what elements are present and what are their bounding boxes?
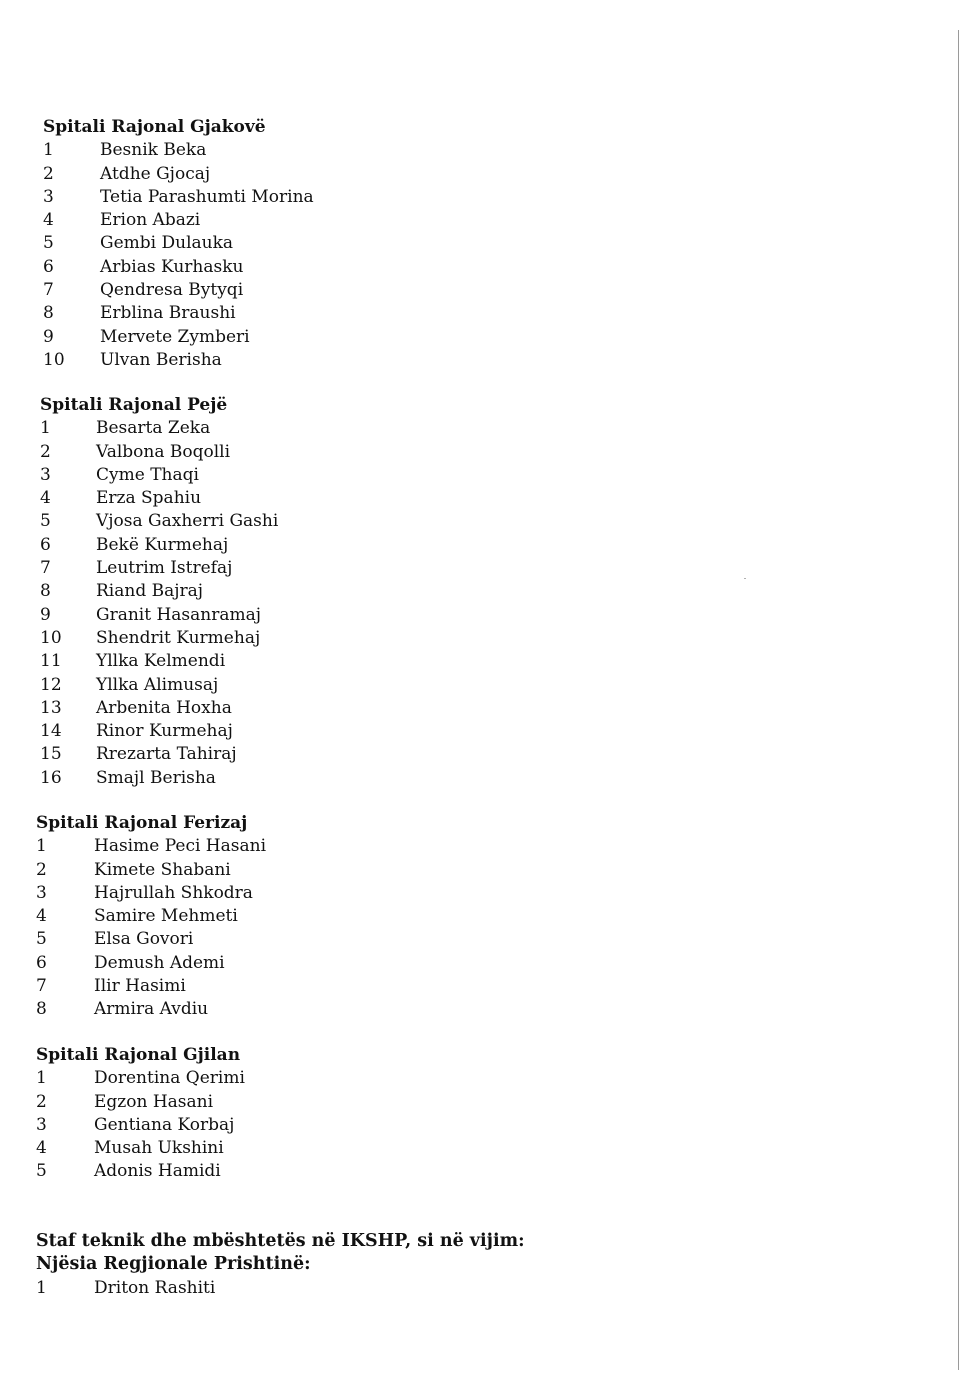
list-item	[43, 279, 266, 302]
item-name: Granit Hasanramaj	[96, 604, 262, 625]
section-title: Spitali Rajonal Gjakovë	[43, 117, 266, 137]
item-number: 4	[43, 210, 54, 231]
item-name: Driton Rashiti	[94, 1277, 216, 1298]
section-title: Spitali Rajonal Gjilan	[36, 1045, 241, 1065]
item-number: 1	[36, 1068, 47, 1089]
list-item	[36, 1137, 240, 1160]
item-number: 6	[40, 534, 51, 555]
item-name: Tetia Parashumti Morina	[100, 186, 314, 207]
list-item	[40, 650, 227, 673]
item-name: Musah Ukshini	[94, 1138, 224, 1159]
section-title: Spitali Rajonal Ferizaj	[36, 813, 248, 833]
list-item	[40, 767, 227, 790]
item-name: Riand Bajraj	[96, 581, 204, 602]
item-name: Elsa Govori	[94, 929, 194, 950]
item-number: 13	[40, 697, 62, 718]
list-item	[36, 975, 247, 998]
item-number: 14	[40, 721, 62, 742]
staff-list	[36, 1067, 245, 1183]
staff-list	[36, 1277, 525, 1300]
item-name: Qendresa Bytyqi	[100, 280, 244, 301]
item-name: Erza Spahiu	[96, 488, 202, 509]
item-number: 9	[43, 326, 54, 347]
list-item	[43, 186, 314, 209]
item-name: Ilir Hasimi	[94, 976, 186, 997]
list-item	[43, 326, 266, 349]
item-number: 1	[43, 140, 54, 161]
list-item	[40, 604, 262, 627]
item-number: 2	[40, 441, 51, 462]
item-number: 8	[43, 303, 54, 324]
section-staf-teknik	[36, 1230, 525, 1300]
item-name: Arbenita Hoxha	[96, 697, 232, 718]
section-ferizaj	[36, 812, 267, 1022]
list-item	[40, 510, 279, 533]
section-gjilan	[36, 1044, 245, 1184]
item-name: Atdhe Gjocaj	[100, 163, 211, 184]
item-number: 1	[40, 418, 51, 439]
item-name: Erblina Braushi	[100, 303, 236, 324]
item-number: 10	[40, 627, 62, 648]
list-item	[40, 417, 227, 440]
item-number: 5	[40, 511, 51, 532]
list-item	[43, 349, 266, 372]
list-item	[36, 928, 247, 951]
list-item	[40, 441, 231, 464]
item-name: Yllka Alimusaj	[96, 674, 219, 695]
staff-list	[36, 835, 267, 1021]
list-item	[40, 464, 227, 487]
item-number: 7	[36, 976, 47, 997]
staff-list	[40, 417, 279, 790]
item-name: Gembi Dulauka	[100, 233, 234, 254]
staff-list	[43, 139, 314, 372]
item-number: 10	[43, 349, 65, 370]
staf-heading: Staf teknik dhe mbështetës në IKSHP, si në vijim:	[36, 1231, 525, 1251]
scan-speck	[744, 578, 746, 579]
item-name: Cyme Thaqi	[96, 464, 199, 485]
page-edge-line	[958, 30, 959, 1370]
item-name: Demush Ademi	[94, 952, 225, 973]
item-number: 9	[40, 604, 51, 625]
list-item	[40, 557, 233, 580]
item-number: 1	[36, 836, 47, 857]
item-name: Valbona Boqolli	[96, 441, 231, 462]
item-name: Rinor Kurmehaj	[96, 721, 233, 742]
item-number: 3	[36, 1114, 47, 1135]
item-name: Besarta Zeka	[96, 418, 211, 439]
item-name: Mervete Zymberi	[100, 326, 250, 347]
list-item	[43, 302, 266, 325]
list-item	[40, 534, 227, 557]
list-item	[36, 882, 253, 905]
list-item	[36, 835, 267, 858]
item-number: 3	[43, 186, 54, 207]
list-item	[40, 674, 227, 697]
list-item	[40, 580, 227, 603]
item-name: Adonis Hamidi	[94, 1161, 221, 1182]
item-name: Hasime Peci Hasani	[94, 836, 267, 857]
item-name: Shendrit Kurmehaj	[96, 627, 261, 648]
list-item	[36, 1091, 240, 1114]
list-item	[43, 139, 266, 162]
list-item	[40, 697, 232, 720]
item-number: 4	[40, 488, 51, 509]
section-gjakove	[43, 116, 314, 372]
section-title: Spitali Rajonal Pejë	[40, 395, 228, 415]
list-item	[40, 743, 237, 766]
item-name: Dorentina Qerimi	[94, 1068, 245, 1089]
item-number: 12	[40, 674, 62, 695]
item-number: 8	[36, 999, 47, 1020]
list-item	[40, 720, 233, 743]
list-item	[36, 1114, 240, 1137]
item-number: 4	[36, 906, 47, 927]
item-number: 4	[36, 1138, 47, 1159]
item-name: Leutrim Istrefaj	[96, 558, 233, 579]
list-item	[36, 1160, 240, 1183]
list-item	[36, 952, 247, 975]
item-name: Gentiana Korbaj	[94, 1114, 235, 1135]
list-item	[36, 859, 247, 882]
item-name: Erion Abazi	[100, 210, 201, 231]
item-name: Arbias Kurhasku	[100, 256, 244, 277]
item-number: 15	[40, 744, 62, 765]
item-number: 7	[40, 558, 51, 579]
item-name: Besnik Beka	[100, 140, 207, 161]
list-item	[36, 905, 247, 928]
item-name: Kimete Shabani	[94, 859, 231, 880]
section-peje	[40, 394, 279, 790]
item-name: Vjosa Gaxherri Gashi	[96, 511, 279, 532]
item-number: 3	[40, 464, 51, 485]
list-item	[43, 209, 266, 232]
item-name: Samire Mehmeti	[94, 906, 238, 927]
staf-subheading: Njësia Regjionale Prishtinë:	[36, 1254, 311, 1275]
item-number: 6	[36, 952, 47, 973]
list-item	[36, 1277, 525, 1300]
list-item	[40, 487, 227, 510]
item-number: 16	[40, 767, 62, 788]
item-number: 2	[36, 859, 47, 880]
item-name: Hajrullah Shkodra	[94, 882, 253, 903]
item-name: Yllka Kelmendi	[96, 651, 226, 672]
list-item	[36, 1067, 245, 1090]
item-number: 2	[43, 163, 54, 184]
item-number: 3	[36, 882, 47, 903]
item-number: 11	[40, 651, 62, 672]
list-item	[40, 627, 261, 650]
item-number: 5	[43, 233, 54, 254]
item-number: 6	[43, 256, 54, 277]
item-name: Rrezarta Tahiraj	[96, 744, 237, 765]
list-item	[43, 232, 266, 255]
item-name: Egzon Hasani	[94, 1091, 214, 1112]
list-item	[43, 256, 266, 279]
item-name: Smajl Berisha	[96, 767, 216, 788]
item-name: Bekë Kurmehaj	[96, 534, 229, 555]
list-item	[43, 163, 266, 186]
item-number: 1	[36, 1277, 47, 1298]
item-number: 5	[36, 929, 47, 950]
item-number: 8	[40, 581, 51, 602]
item-number: 7	[43, 280, 54, 301]
item-name: Ulvan Berisha	[100, 349, 222, 370]
item-name: Armira Avdiu	[94, 999, 209, 1020]
list-item	[36, 998, 247, 1021]
item-number: 5	[36, 1161, 47, 1182]
item-number: 2	[36, 1091, 47, 1112]
